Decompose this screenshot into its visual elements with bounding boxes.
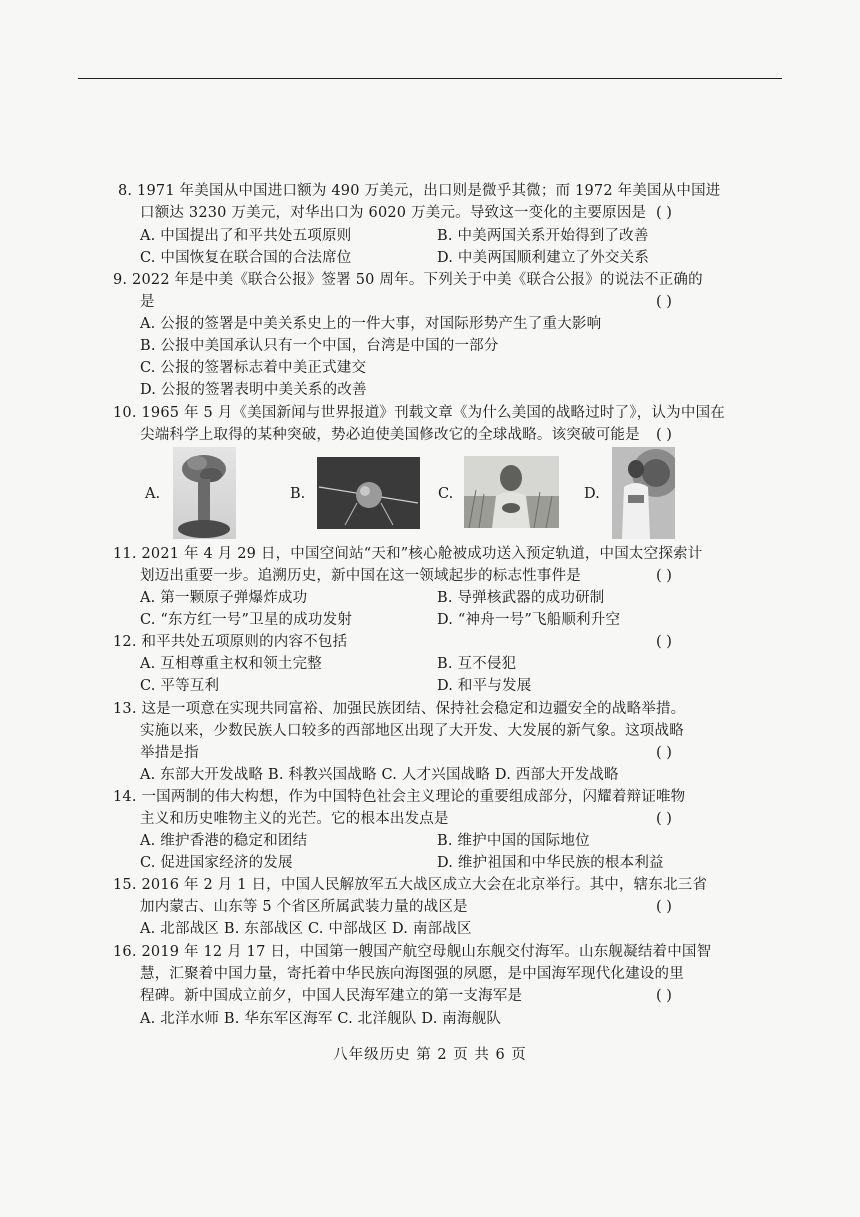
q9-answer-blank: ( ) <box>656 294 672 310</box>
q15-stem-line1: 15. 2016 年 2 月 1 日，中国人民解放军五大战区成立大会在北京举行。其中，辖东北三省 <box>113 877 708 893</box>
q14-option-c: C. 促进国家经济的发展 <box>140 855 293 871</box>
q14-option-a: A. 维护香港的稳定和团结 <box>140 833 308 849</box>
q13-options: A. 东部大开发战略 B. 科教兴国战略 C. 人才兴国战略 D. 西部大开发战略 <box>140 767 619 783</box>
q10-option-a-label: A. <box>145 486 161 502</box>
q16-stem-line1: 16. 2019 年 12 月 17 日，中国第一艘国产航空母舰山东舰交付海军。山东舰凝结着中国智 <box>113 944 712 960</box>
q8-answer-blank: ( ) <box>656 205 672 221</box>
farmer-in-field-photo <box>464 456 559 528</box>
q8-stem-line2: 口额达 3230 万美元，对华出口为 6020 万美元。导致这一变化的主要原因是 <box>140 205 647 221</box>
q11-option-a: A. 第一颗原子弹爆炸成功 <box>140 590 308 606</box>
q16-stem-line2: 慧，汇聚着中国力量，寄托着中华民族向海图强的夙愿，是中国海军现代化建设的里 <box>140 966 684 982</box>
q12-stem-line1: 12. 和平共处五项原则的内容不包括 <box>113 634 348 650</box>
q15-stem-line2: 加内蒙古、山东等 5 个省区所属武装力量的战区是 <box>140 899 468 915</box>
q8-option-a: A. 中国提出了和平共处五项原则 <box>140 228 352 244</box>
mushroom-cloud-photo <box>173 447 236 539</box>
satellite-photo <box>317 457 420 529</box>
header-rule <box>78 78 782 79</box>
q13-stem-line3: 举措是指 <box>140 745 199 761</box>
q13-stem-line1: 13. 这是一项意在实现共同富裕、加强民族团结、保持社会稳定和边疆安全的战略举措。 <box>113 701 686 717</box>
q8-option-d: D. 中美两国顺利建立了外交关系 <box>437 250 650 266</box>
q8-option-b: B. 中美两国关系开始得到了改善 <box>437 228 649 244</box>
q13-answer-blank: ( ) <box>656 745 672 761</box>
q12-option-a: A. 互相尊重主权和领土完整 <box>140 656 322 672</box>
q11-stem-line1: 11. 2021 年 4 月 29 日，中国空间站“天和”核心舱被成功送入预定轨道，中国太空探索计 <box>113 546 703 562</box>
page-footer: 八年级历史 第 2 页 共 6 页 <box>333 1047 527 1063</box>
q9-option-d: D. 公报的签署表明中美关系的改善 <box>140 382 367 398</box>
q10-stem-line2: 尖端科学上取得的某种突破，势必迫使美国修改它的全球战略。该突破可能是 <box>140 427 640 443</box>
q12-option-d: D. 和平与发展 <box>437 678 532 694</box>
q14-answer-blank: ( ) <box>656 811 672 827</box>
q12-option-c: C. 平等互利 <box>140 678 220 694</box>
q11-answer-blank: ( ) <box>656 568 672 584</box>
q9-option-a: A. 公报的签署是中美关系史上的一件大事，对国际形势产生了重大影响 <box>140 316 602 332</box>
q11-option-d: D. “神舟一号”飞船顺利升空 <box>437 612 621 628</box>
q10-option-b-label: B. <box>290 486 306 502</box>
q16-options: A. 北洋水师 B. 华东军区海军 C. 北洋舰队 D. 南海舰队 <box>140 1011 502 1027</box>
q11-stem-line2: 划迈出重要一步。追溯历史，新中国在这一领域起步的标志性事件是 <box>140 568 581 584</box>
q16-stem-line3: 程碑。新中国成立前夕，中国人民海军建立的第一支海军是 <box>140 988 523 1004</box>
q9-option-b: B. 公报中美国承认只有一个中国，台湾是中国的一部分 <box>140 338 499 354</box>
q15-answer-blank: ( ) <box>656 899 672 915</box>
q9-stem-line1: 9. 2022 年是中美《联合公报》签署 50 周年。下列关于中美《联合公报》的说法不正确的 <box>113 272 703 288</box>
q15-options: A. 北部战区 B. 东部战区 C. 中部战区 D. 南部战区 <box>140 921 472 937</box>
astronaut-photo <box>612 447 675 539</box>
q10-stem-line1: 10. 1965 年 5 月《美国新闻与世界报道》刊载文章《为什么美国的战略过时了》，认为中国在 <box>113 405 725 421</box>
q9-stem-line2: 是 <box>140 294 155 310</box>
q11-option-b: B. 导弹核武器的成功研制 <box>437 590 605 606</box>
q10-answer-blank: ( ) <box>656 427 672 443</box>
q14-option-b: B. 维护中国的国际地位 <box>437 833 590 849</box>
q8-option-c: C. 中国恢复在联合国的合法席位 <box>140 250 352 266</box>
q14-stem-line2: 主义和历史唯物主义的光芒。它的根本出发点是 <box>140 811 449 827</box>
q12-answer-blank: ( ) <box>656 634 672 650</box>
q14-stem-line1: 14. 一国两制的伟大构想，作为中国特色社会主义理论的重要组成部分，闪耀着辩证唯物 <box>113 789 686 805</box>
q10-option-c-label: C. <box>438 486 454 502</box>
q8-stem-line1: 8. 1971 年美国从中国进口额为 490 万美元，出口则是微乎其微；而 1972 年美国从中国进 <box>118 183 721 199</box>
q16-answer-blank: ( ) <box>656 988 672 1004</box>
q13-stem-line2: 实施以来，少数民族人口较多的西部地区出现了大开发、大发展的新气象。这项战略 <box>140 723 684 739</box>
q11-option-c: C. “东方红一号”卫星的成功发射 <box>140 612 353 628</box>
q9-option-c: C. 公报的签署标志着中美正式建交 <box>140 360 367 376</box>
q14-option-d: D. 维护祖国和中华民族的根本利益 <box>437 855 664 871</box>
q10-option-d-label: D. <box>584 486 600 502</box>
q12-option-b: B. 互不侵犯 <box>437 656 517 672</box>
